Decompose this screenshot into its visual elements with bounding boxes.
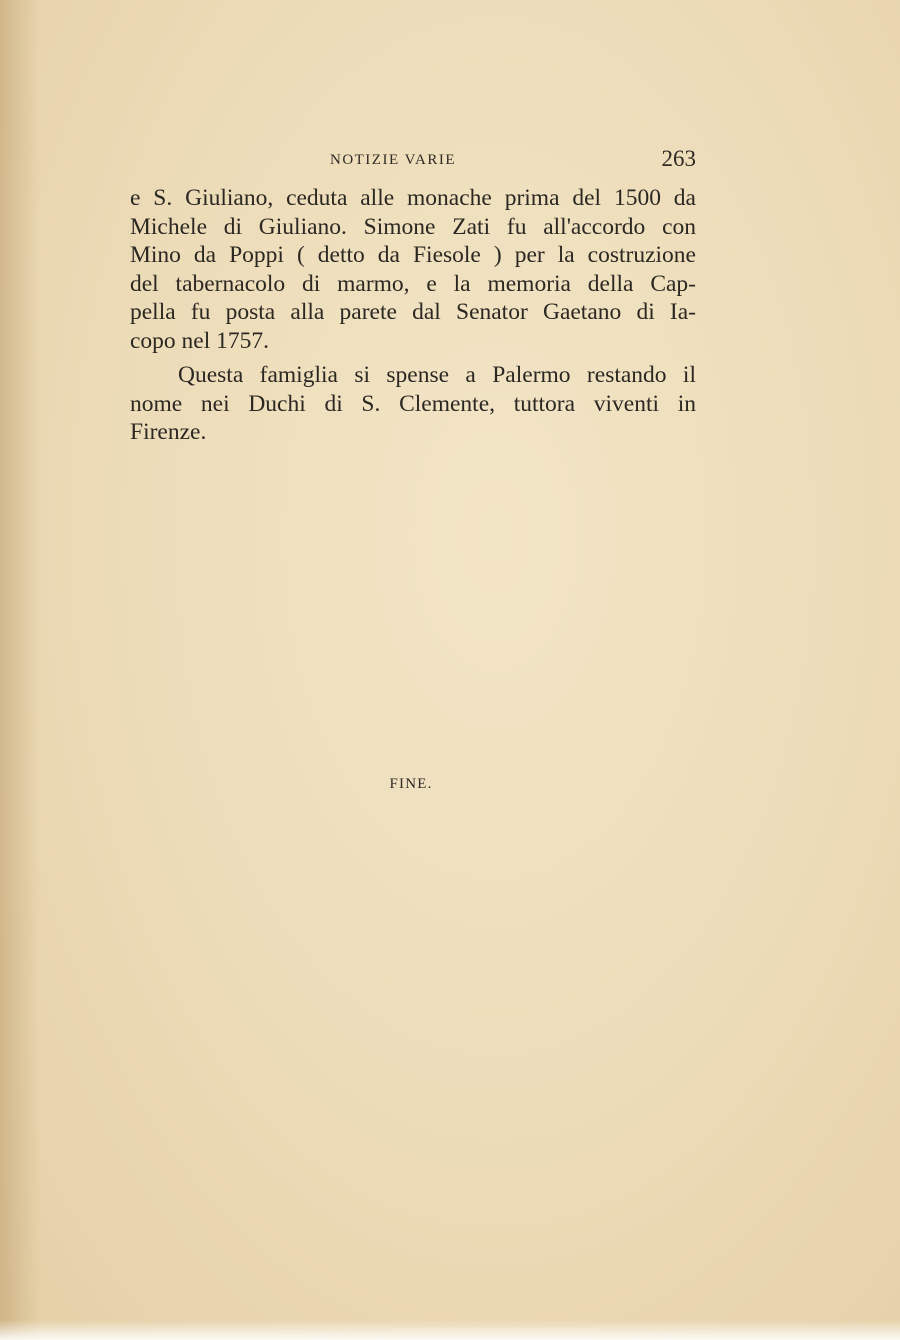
paragraph-2 [130,361,696,447]
text-line: pella fu posta alla parete dal Senator Gaetano di Ia- [130,299,696,325]
body-text [130,184,696,447]
text-line: e S. Giuliano, ceduta alle monache prima del 1500 da [130,185,696,211]
text-line: copo nel 1757. [130,327,270,354]
text-line: Firenze. [130,419,207,445]
text-line: Questa famiglia si spense a Palermo restando il [178,362,696,388]
text-line: del tabernacolo di marmo, e la memoria della Cap- [130,270,696,297]
end-mark: FINE. [389,776,433,792]
page-number: 263 [661,146,696,171]
running-head [130,146,696,176]
paragraph-1 [130,184,696,355]
text-line: nome nei Duchi di S. Clemente, tuttora viventi in [130,390,696,417]
text-line: Michele di Giuliano. Simone Zati fu all'accordo con [130,213,696,240]
text-line: Mino da Poppi ( detto da Fiesole ) per la costruzione [130,242,696,268]
running-title: NOTIZIE VARIE [329,152,457,168]
